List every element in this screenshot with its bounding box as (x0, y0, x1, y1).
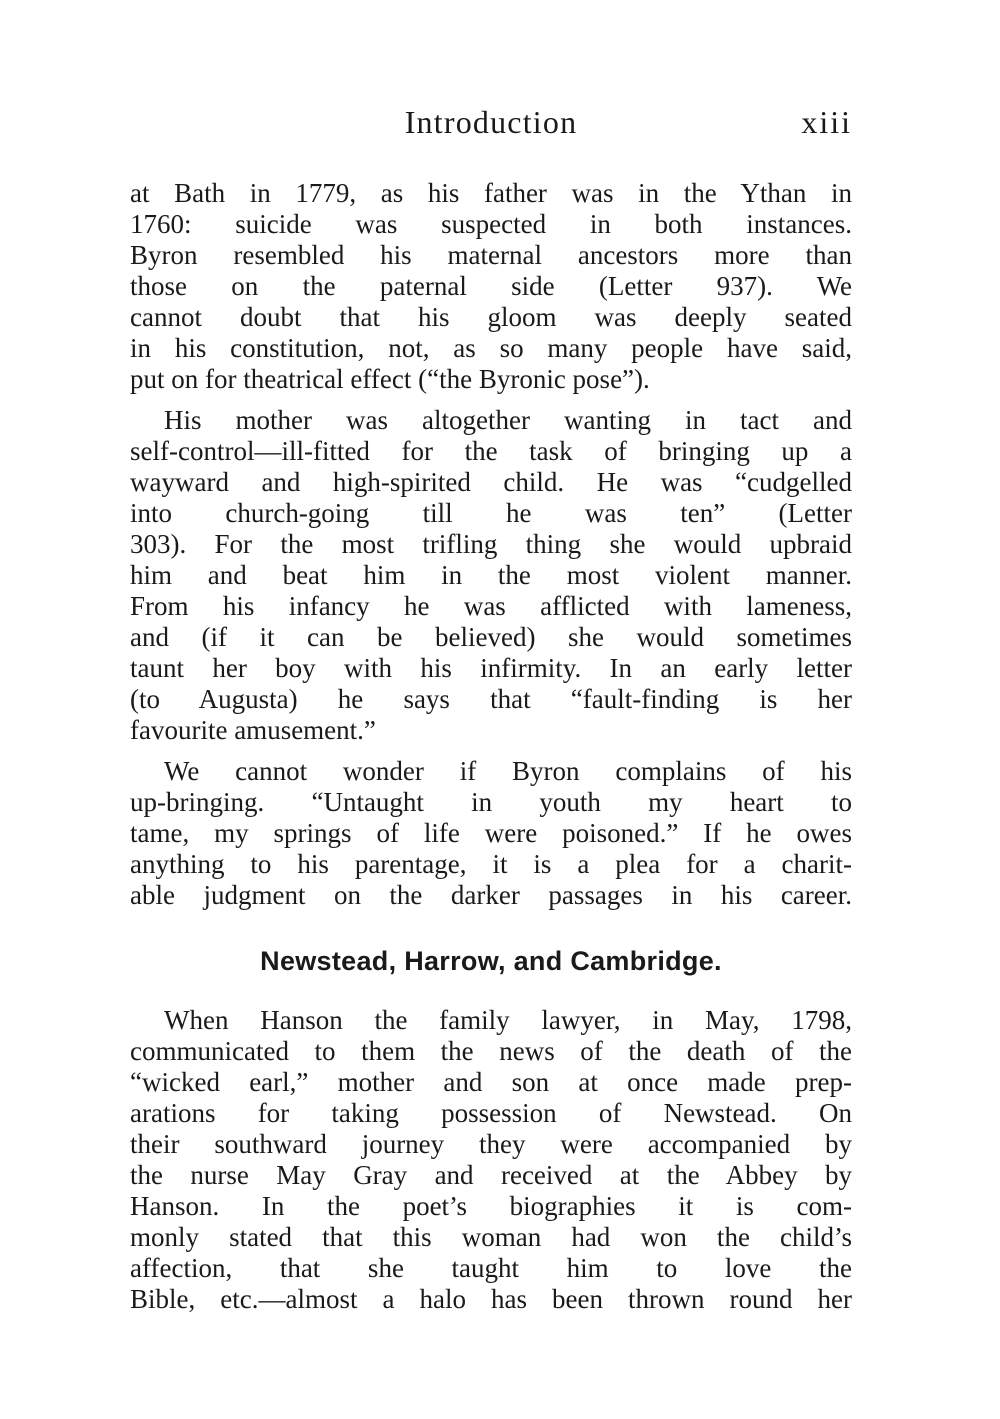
text-line: His mother was altogether wanting in tact and (164, 405, 852, 435)
text-line: those on the paternal side (Letter 937). We (130, 271, 852, 301)
text-line: monly stated that this woman had won the child’s (130, 1222, 852, 1252)
text-line: communicated to them the news of the death of the (130, 1036, 852, 1066)
text-line: self-control—ill-fitted for the task of bringing up a (130, 436, 852, 466)
text-line: anything to his parentage, it is a plea for a charit- (130, 849, 852, 879)
text-line: and (if it can be believed) she would sometimes (130, 622, 852, 652)
text-line: Bible, etc.—almost a halo has been thrown round her (130, 1284, 852, 1314)
running-title: Introduction (404, 104, 578, 140)
text-line: wayward and high-spirited child. He was “cudgelled (130, 467, 852, 497)
text-line: at Bath in 1779, as his father was in the Ythan in (130, 178, 852, 208)
text-line: We cannot wonder if Byron complains of his (164, 756, 852, 786)
text-line: taunt her boy with his infirmity. In an early letter (130, 653, 852, 683)
section-paragraph (130, 1005, 852, 1315)
text-line: the nurse May Gray and received at the Abbey by (130, 1160, 852, 1190)
text-line: cannot doubt that his gloom was deeply seated (130, 302, 852, 332)
text-line: From his infancy he was afflicted with lameness, (130, 591, 852, 621)
text-line: (to Augusta) he says that “fault-finding is her (130, 684, 852, 714)
text-line: in his constitution, not, as so many people have said, (130, 333, 852, 363)
paragraph-2 (130, 405, 852, 746)
text-line: 303). For the most trifling thing she would upbraid (130, 529, 852, 559)
text-line: 1760: suicide was suspected in both instances. (130, 209, 852, 239)
text-line: tame, my springs of life were poisoned.” If he owes (130, 818, 852, 848)
paragraph-3 (130, 756, 852, 911)
page-body (130, 178, 852, 1325)
text-line: up-bringing. “Untaught in youth my heart to (130, 787, 852, 817)
page-number: xiii (801, 104, 852, 140)
paragraph-1 (130, 178, 852, 395)
text-line: favourite amusement.” (130, 715, 376, 745)
text-line: him and beat him in the most violent manner. (130, 560, 852, 590)
text-line: When Hanson the family lawyer, in May, 1798, (164, 1005, 852, 1035)
running-head (130, 104, 852, 148)
text-line: “wicked earl,” mother and son at once made prep- (130, 1067, 852, 1097)
text-line: Byron resembled his maternal ancestors more than (130, 240, 852, 270)
text-line: Hanson. In the poet’s biographies it is com- (130, 1191, 852, 1221)
text-line: arations for taking possession of Newstead. On (130, 1098, 852, 1128)
text-line: affection, that she taught him to love the (130, 1253, 852, 1283)
text-line: put on for theatrical effect (“the Byronic pose”). (130, 364, 650, 394)
text-line: into church-going till he was ten” (Letter (130, 498, 852, 528)
text-line: their southward journey they were accompanied by (130, 1129, 852, 1159)
text-line: able judgment on the darker passages in his career. (130, 880, 852, 910)
section-heading: Newstead, Harrow, and Cambridge. (260, 946, 722, 976)
